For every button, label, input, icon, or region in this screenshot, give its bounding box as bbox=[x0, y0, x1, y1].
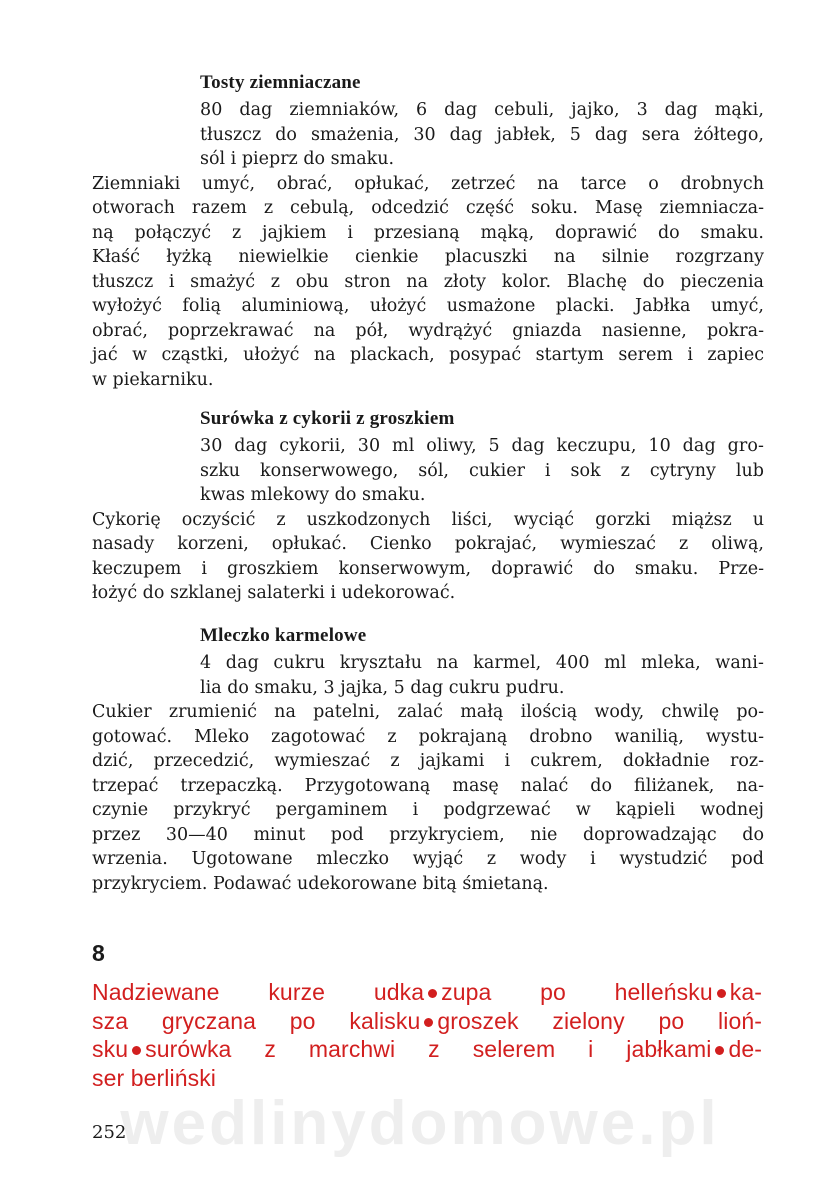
menu-dish: ser berliński bbox=[92, 1064, 217, 1091]
method-line: Ziemniaki umyć, obrać, opłukać, zetrzeć na tarce o drobnych bbox=[92, 173, 764, 194]
menu-dish: sza gryczana po kalisku bbox=[92, 1007, 421, 1034]
ingredients-line: 4 dag cukru kryształu na karmel, 400 ml mleka, wani- bbox=[200, 653, 764, 673]
recipe-mleczko-karmelowe bbox=[92, 625, 764, 896]
method-line: ną połączyć z jajkiem i przesianą mąką, doprawić do smaku. bbox=[92, 222, 764, 243]
recipe-tosty-ziemniaczane bbox=[92, 72, 764, 392]
method-line: dzić, przecedzić, wymieszać z jajkami i cukrem, dokładnie roz- bbox=[92, 751, 764, 771]
menu-dish: zupa po helleńsku bbox=[441, 979, 713, 1005]
method-line: przez 30—40 minut pod przykryciem, nie doprowadzając do bbox=[92, 824, 764, 845]
bullet-icon bbox=[715, 1046, 724, 1055]
ingredients-block bbox=[92, 651, 764, 700]
recipe-title: Tosty ziemniaczane bbox=[200, 72, 361, 93]
method-block bbox=[92, 172, 764, 393]
method-line: Kłaść łyżką niewielkie cienkie placuszki na silnie rozgrzany bbox=[92, 247, 764, 267]
method-line: wrzenia. Ugotowane mleczko wyjąć z wody i wystudzić pod bbox=[92, 849, 764, 869]
method-line: tłuszcz i smażyć z obu stron na złoty kolor. Blachę do pieczenia bbox=[92, 271, 764, 292]
menu-line bbox=[92, 1035, 762, 1064]
watermark: wedlinydomowe.pl bbox=[120, 1089, 720, 1158]
menu-dish: surówka z marchwi z selerem i jabłkami bbox=[145, 1036, 712, 1062]
ingredients-block bbox=[92, 98, 764, 172]
ingredients-line: 30 dag cykorii, 30 ml oliwy, 5 dag keczupu, 10 dag gro- bbox=[200, 436, 764, 456]
method-line: Cukier zrumienić na patelni, zalać małą ilością wody, chwilę po- bbox=[92, 702, 764, 722]
recipe-title: Mleczko karmelowe bbox=[200, 625, 367, 646]
method-line: keczupem i groszkiem konserwowym, doprawić do smaku. Prze- bbox=[92, 558, 764, 579]
ingredients-line: szku konserwowego, sól, cukier i sok z cytryny lub bbox=[200, 460, 764, 481]
menu-dish: Nadziewane kurze udka bbox=[92, 979, 425, 1005]
menu-dish: ka- bbox=[729, 979, 762, 1005]
menu-dish: de- bbox=[728, 1036, 762, 1062]
bullet-icon bbox=[717, 989, 726, 998]
method-line: trzepać trzepaczką. Przygotowaną masę nalać do filiżanek, na- bbox=[92, 775, 764, 796]
ingredients-line: tłuszcz do smażenia, 30 dag jabłek, 5 dag sera żółtego, bbox=[200, 124, 764, 145]
menu-dish: groszek zielony po lioń- bbox=[437, 1007, 762, 1034]
method-line: czynie przykryć pergaminem i podgrzewać w kąpieli wodnej bbox=[92, 800, 764, 820]
ingredients-block bbox=[92, 434, 764, 508]
ingredients-line: kwas mlekowy do smaku. bbox=[200, 485, 426, 505]
menu-summary bbox=[92, 978, 762, 1092]
method-line: gotować. Mleko zagotować z pokrajaną drobno wanilią, wystu- bbox=[92, 726, 764, 747]
method-line: jać w cząstki, ułożyć na plackach, posypać startym serem i zapiec bbox=[92, 345, 764, 365]
recipe-surowka-z-cykorii bbox=[92, 408, 764, 606]
method-line: łożyć do szklanej salaterki i udekorować. bbox=[92, 583, 456, 603]
bullet-icon bbox=[428, 989, 437, 998]
method-line: otworach razem z cebulą, odcedzić część soku. Masę ziemniacza- bbox=[92, 198, 764, 218]
method-line: Cykorię oczyścić z uszkodzonych liści, wyciąć gorzki miąższ u bbox=[92, 509, 764, 530]
method-line: wyłożyć folią aluminiową, ułożyć usmażone placki. Jabłka umyć, bbox=[92, 296, 764, 316]
method-line: obrać, poprzekrawać na pół, wydrążyć gniazda nasienne, pokra- bbox=[92, 320, 764, 341]
method-block bbox=[92, 700, 764, 896]
ingredients-line: lia do smaku, 3 jajka, 5 dag cukru pudru. bbox=[200, 677, 565, 698]
menu-dish: sku bbox=[92, 1036, 129, 1062]
menu-line bbox=[92, 978, 762, 1007]
menu-number: 8 bbox=[92, 940, 105, 966]
ingredients-line: sól i pieprz do smaku. bbox=[200, 149, 395, 169]
method-line: w piekarniku. bbox=[92, 369, 214, 390]
page-number: 252 bbox=[92, 1122, 127, 1143]
recipe-title: Surówka z cykorii z groszkiem bbox=[200, 408, 455, 429]
bullet-icon bbox=[424, 1018, 433, 1027]
menu-line bbox=[92, 1007, 762, 1036]
method-line: nasady korzeni, opłukać. Cienko pokrajać, wymieszać z oliwą, bbox=[92, 534, 764, 554]
method-line: przykryciem. Podawać udekorowane bitą śmietaną. bbox=[92, 873, 549, 894]
method-block bbox=[92, 508, 764, 606]
bullet-icon bbox=[132, 1046, 141, 1055]
ingredients-line: 80 dag ziemniaków, 6 dag cebuli, jajko, 3 dag mąki, bbox=[200, 100, 764, 120]
